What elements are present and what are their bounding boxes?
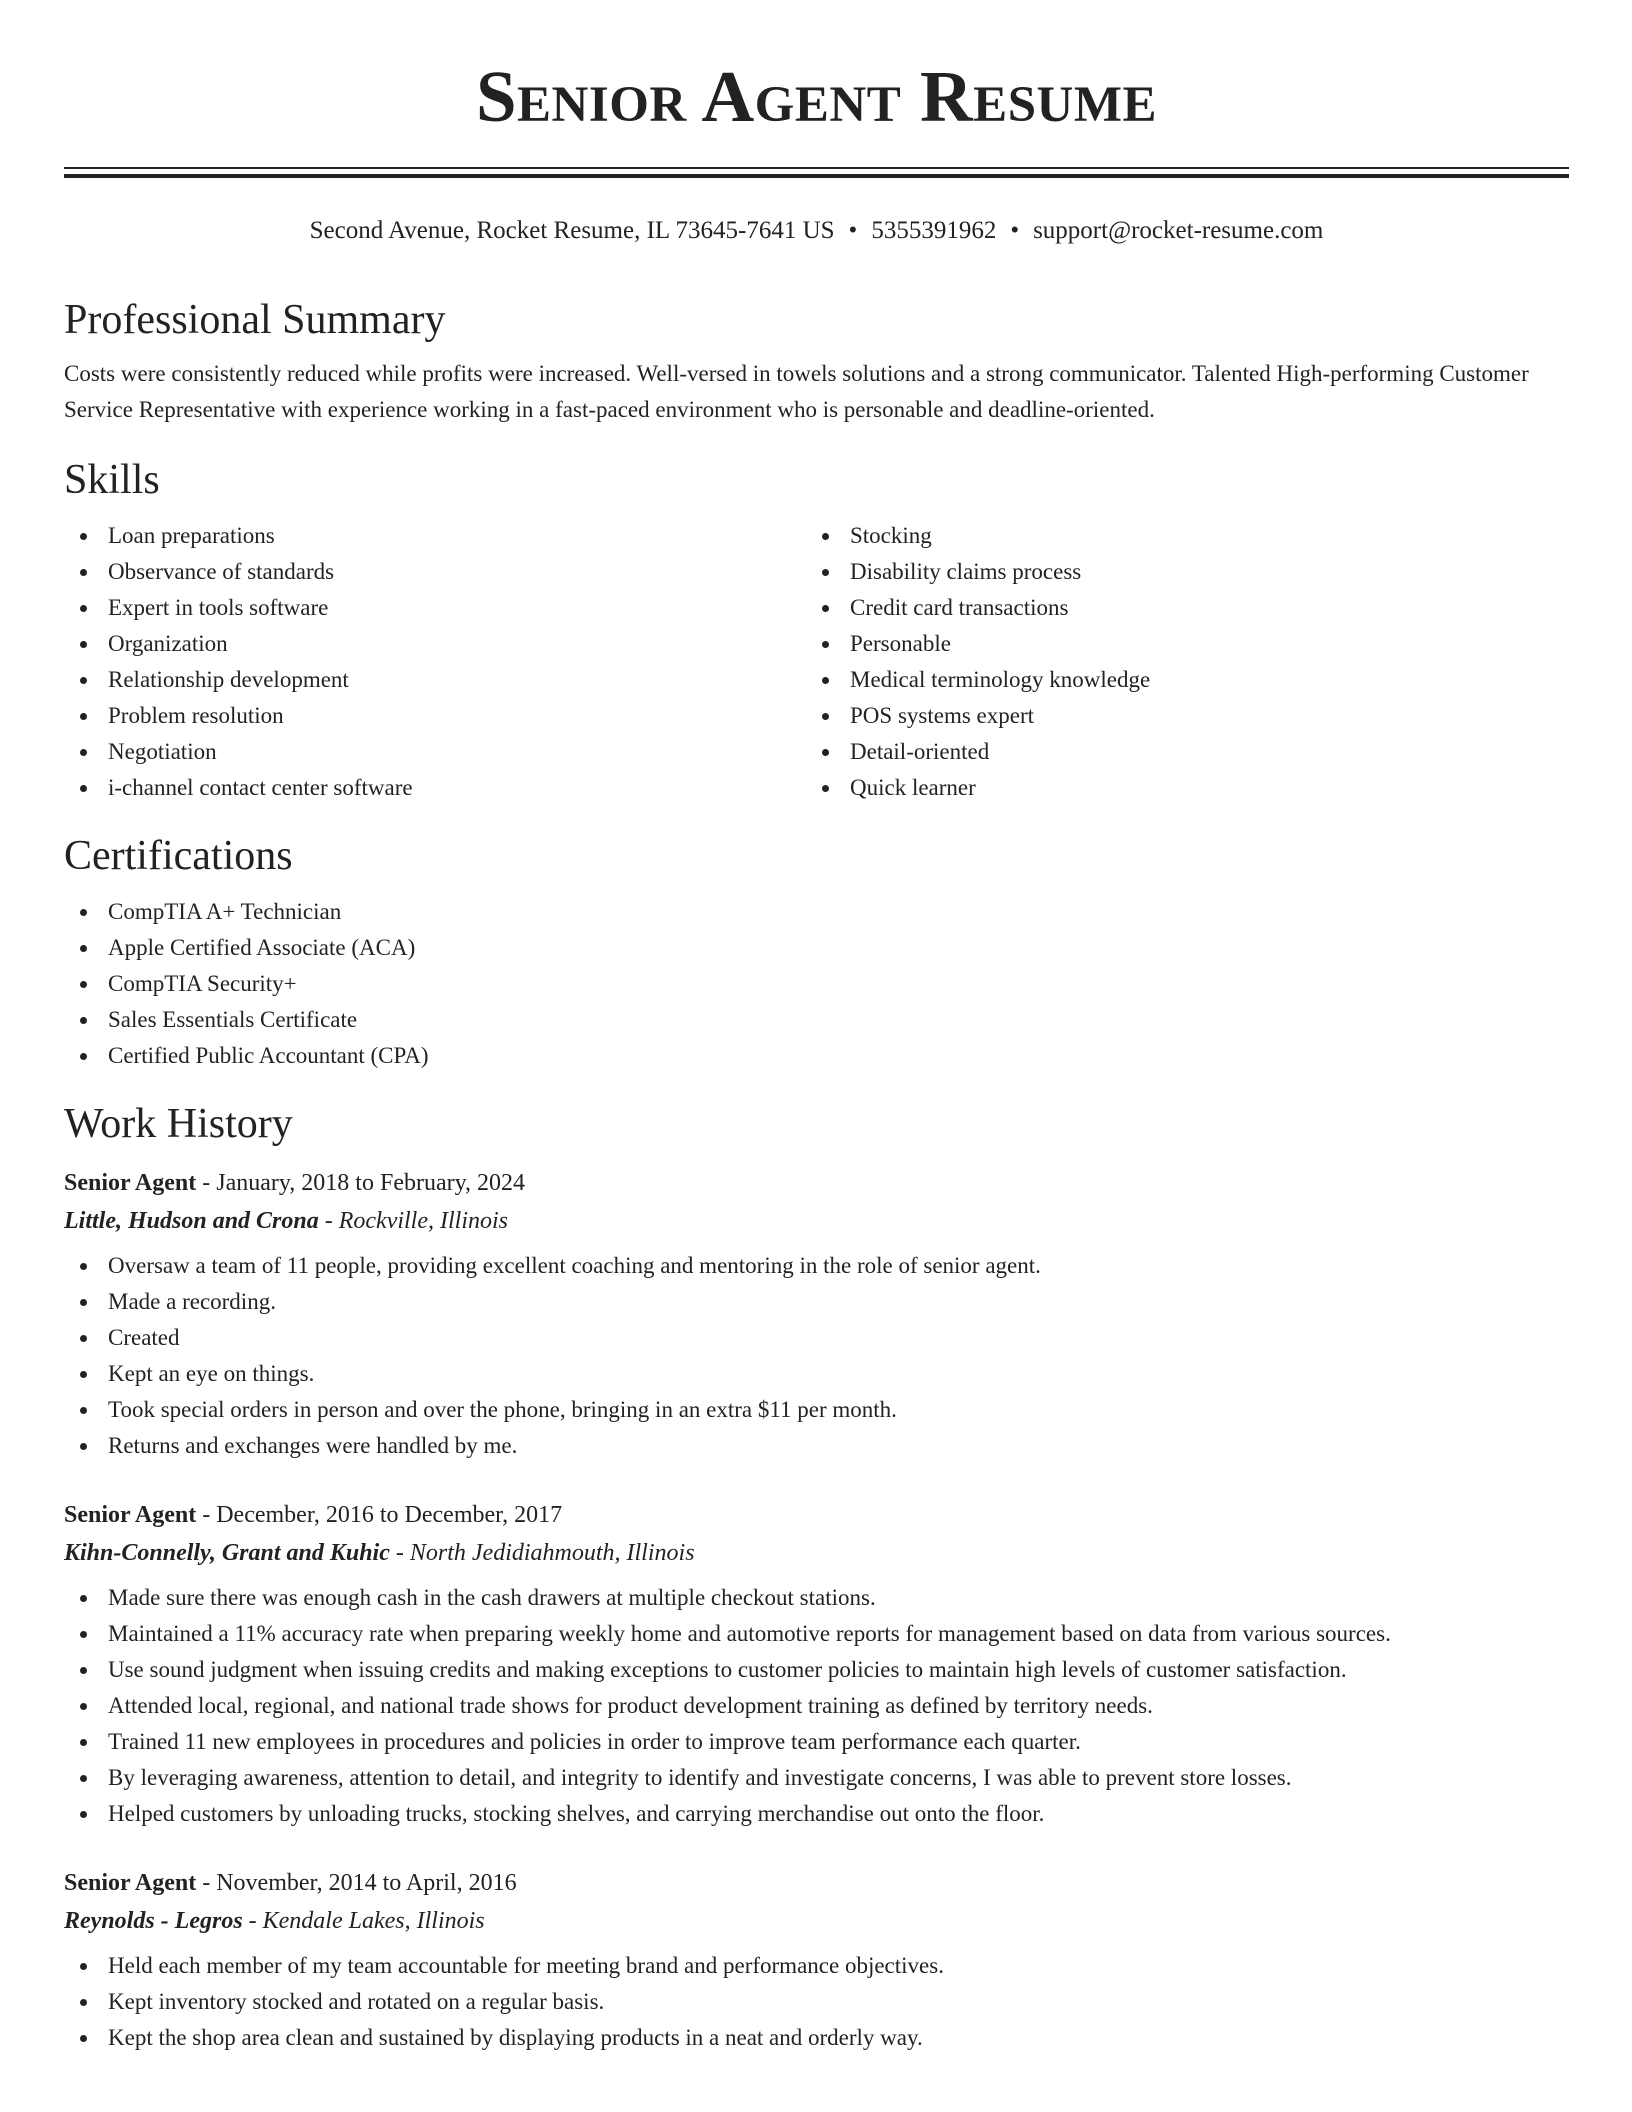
job-company-line <box>64 1202 1569 1240</box>
job-dates: - January, 2018 to February, 2024 <box>196 1170 526 1196</box>
job-bullet: Attended local, regional, and national trade shows for product development training as defined by territory needs. <box>64 1688 1569 1724</box>
contact-address: Second Avenue, Rocket Resume, IL 73645-7641 US <box>309 217 835 244</box>
resume-title: Senior Agent Resume <box>475 56 1158 137</box>
job-bullet: Made sure there was enough cash in the cash drawers at multiple checkout stations. <box>64 1580 1569 1616</box>
job-bullet: Helped customers by unloading trucks, stocking shelves, and carrying merchandise out onto the floor. <box>64 1796 1569 1832</box>
job-bullet: By leveraging awareness, attention to detail, and integrity to identify and investigate concerns, I was able to prevent store losses. <box>64 1760 1569 1796</box>
job-entry <box>64 1164 1569 1464</box>
skills-section <box>64 450 1569 806</box>
skills-list-left <box>64 518 806 806</box>
certification-item: CompTIA Security+ <box>64 966 1569 1002</box>
certifications-list <box>64 894 1569 1074</box>
skill-item: Problem resolution <box>64 698 806 734</box>
summary-section <box>64 290 1569 428</box>
job-location: - Rockville, Illinois <box>318 1208 509 1234</box>
title-rule-thick <box>64 174 1569 178</box>
skills-columns <box>64 518 1569 806</box>
job-bullet: Use sound judgment when issuing credits and making exceptions to customer policies to maintain high levels of customer satisfaction. <box>64 1652 1569 1688</box>
job-bullet: Held each member of my team accountable for meeting brand and performance objectives. <box>64 1948 1569 1984</box>
skill-item: POS systems expert <box>806 698 1548 734</box>
job-entry <box>64 1864 1569 2056</box>
certifications-section <box>64 826 1569 1074</box>
skill-item: i-channel contact center software <box>64 770 806 806</box>
job-title: Senior Agent <box>64 1870 197 1896</box>
contact-email[interactable]: support@rocket-resume.com <box>1033 217 1324 244</box>
job-bullet: Created <box>64 1320 1569 1356</box>
job-company-line <box>64 1902 1569 1940</box>
job-bullet: Kept the shop area clean and sustained by displaying products in a neat and orderly way. <box>64 2020 1569 2056</box>
skill-item: Expert in tools software <box>64 590 806 626</box>
skill-item: Organization <box>64 626 806 662</box>
job-company: Little, Hudson and Crona <box>64 1208 319 1234</box>
certification-item: Certified Public Accountant (CPA) <box>64 1038 1569 1074</box>
work-history-section <box>64 1094 1569 2056</box>
job-dates: - November, 2014 to April, 2016 <box>196 1870 517 1896</box>
contact-line <box>64 214 1569 248</box>
skill-item: Credit card transactions <box>806 590 1548 626</box>
job-entry <box>64 1496 1569 1832</box>
certification-item: CompTIA A+ Technician <box>64 894 1569 930</box>
contact-separator: • <box>1010 217 1020 244</box>
job-title-line <box>64 1164 1569 1202</box>
job-bullet: Returns and exchanges were handled by me. <box>64 1428 1569 1464</box>
job-bullet: Took special orders in person and over the phone, bringing in an extra $11 per month. <box>64 1392 1569 1428</box>
skills-list-right <box>806 518 1548 806</box>
job-title: Senior Agent <box>64 1170 197 1196</box>
skill-item: Medical terminology knowledge <box>806 662 1548 698</box>
job-location: - North Jedidiahmouth, Illinois <box>389 1540 695 1566</box>
contact-separator: • <box>848 217 858 244</box>
job-title-line <box>64 1864 1569 1902</box>
contact-phone: 5355391962 <box>871 217 997 244</box>
certification-item: Apple Certified Associate (ACA) <box>64 930 1569 966</box>
job-bullet: Kept inventory stocked and rotated on a regular basis. <box>64 1984 1569 2020</box>
job-bullet: Trained 11 new employees in procedures and policies in order to improve team performance each quarter. <box>64 1724 1569 1760</box>
summary-heading: Professional Summary <box>64 297 446 343</box>
work-history-heading: Work History <box>64 1101 293 1147</box>
job-bullet: Kept an eye on things. <box>64 1356 1569 1392</box>
certifications-heading: Certifications <box>64 833 293 879</box>
job-bullet: Oversaw a team of 11 people, providing excellent coaching and mentoring in the role of senior agent. <box>64 1248 1569 1284</box>
skill-item: Loan preparations <box>64 518 806 554</box>
skill-item: Personable <box>806 626 1548 662</box>
skills-heading: Skills <box>64 457 160 503</box>
skill-item: Relationship development <box>64 662 806 698</box>
certification-item: Sales Essentials Certificate <box>64 1002 1569 1038</box>
job-bullets <box>64 1948 1569 2056</box>
title-rule-thin <box>64 167 1569 169</box>
skill-item: Observance of standards <box>64 554 806 590</box>
resume-content <box>64 290 1569 2056</box>
job-company: Reynolds - Legros <box>64 1908 243 1934</box>
job-bullet: Made a recording. <box>64 1284 1569 1320</box>
job-company-line <box>64 1534 1569 1572</box>
job-dates: - December, 2016 to December, 2017 <box>196 1502 563 1528</box>
summary-text: Costs were consistently reduced while profits were increased. Well-versed in towels solutions and a strong communicator. Talented High-performing Customer Service Representative with experience working in a fast-paced environment who is personable and deadline-oriented. <box>64 361 1529 422</box>
job-company: Kihn-Connelly, Grant and Kuhic <box>64 1540 390 1566</box>
job-location: - Kendale Lakes, Illinois <box>242 1908 485 1934</box>
skill-item: Detail-oriented <box>806 734 1548 770</box>
job-title: Senior Agent <box>64 1502 197 1528</box>
skill-item: Stocking <box>806 518 1548 554</box>
job-bullets <box>64 1580 1569 1832</box>
skill-item: Disability claims process <box>806 554 1548 590</box>
skill-item: Quick learner <box>806 770 1548 806</box>
job-bullets <box>64 1248 1569 1464</box>
skill-item: Negotiation <box>64 734 806 770</box>
job-title-line <box>64 1496 1569 1534</box>
job-bullet: Maintained a 11% accuracy rate when preparing weekly home and automotive reports for management based on data from various sources. <box>64 1616 1569 1652</box>
